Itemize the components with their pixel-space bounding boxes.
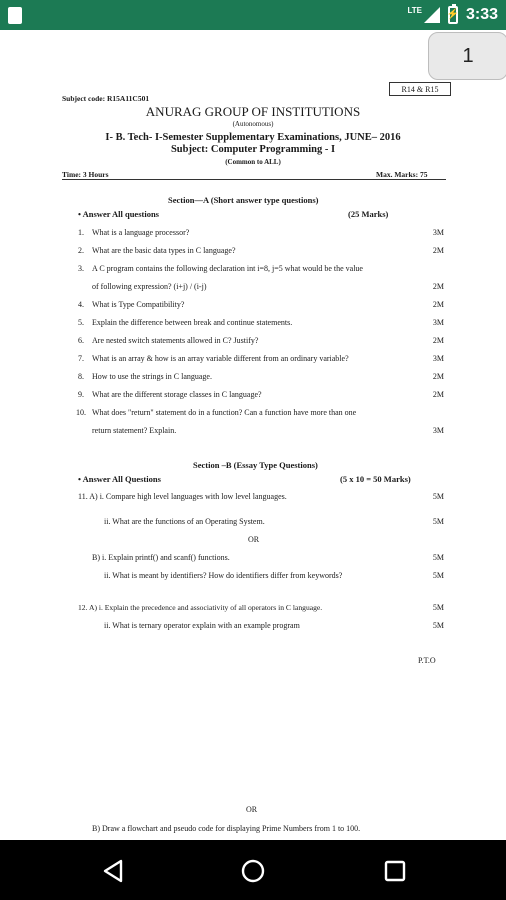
question-text: of following expression? (i+j) / (i-j) [92, 282, 207, 291]
back-icon [102, 859, 124, 883]
question-number: 10. [76, 408, 86, 417]
section-b-marks: (5 x 10 = 50 Marks) [340, 474, 411, 484]
home-icon [240, 858, 266, 884]
question-12a-i: 12. A) i. Explain the precedence and associativity of all operators in C language. [78, 603, 323, 612]
or-separator: OR [246, 805, 258, 814]
common-label: (Common to ALL) [225, 158, 281, 166]
question-11a-ii: ii. What are the functions of an Operating System. [104, 517, 265, 526]
subject-code: Subject code: R15A11C501 [62, 94, 150, 103]
question-number: 7. [78, 354, 84, 363]
question-marks: 3M [432, 318, 444, 327]
back-button[interactable] [98, 856, 128, 886]
question-marks: 5M [432, 492, 444, 501]
question-text: What is an array & how is an array variable different from an ordinary variable? [92, 354, 349, 363]
question-number: 1. [78, 228, 84, 237]
max-marks-label: Max. Marks: 75 [376, 170, 428, 179]
section-a-title: Section—A (Short answer type questions) [168, 195, 319, 205]
question-marks: 3M [432, 354, 444, 363]
battery-icon [448, 6, 458, 24]
subject-title: Subject: Computer Programming - I [170, 144, 336, 155]
question-number: 2. [78, 246, 84, 255]
question-marks: 2M [432, 282, 444, 291]
question-text: What are the basic data types in C language? [92, 246, 236, 255]
question-text: Are nested switch statements allowed in C? Justify? [92, 336, 259, 345]
question-11b-ii: ii. What is meant by identifiers? How do identifiers differ from keywords? [104, 571, 343, 580]
question-text: What are the different storage classes in C language? [92, 390, 262, 399]
question-number: 5. [78, 318, 84, 327]
question-text: How to use the strings in C language. [92, 372, 212, 381]
section-a-marks: (25 Marks) [348, 209, 389, 219]
page-number-indicator[interactable]: 1 [428, 32, 506, 80]
navigation-bar [0, 840, 506, 900]
question-marks: 2M [432, 246, 444, 255]
header-divider [62, 179, 446, 180]
status-time: 3:33 [465, 6, 498, 23]
question-marks: 5M [432, 571, 444, 580]
autonomous-label: (Autonomous) [232, 120, 274, 128]
document-page[interactable] [0, 80, 506, 840]
question-11b-i: B) i. Explain printf() and scanf() functions. [92, 553, 230, 562]
question-text: What does "return" statement do in a function? Can a function have more than one [92, 408, 357, 417]
question-marks: 5M [432, 603, 444, 612]
question-marks: 5M [432, 517, 444, 526]
question-11a-i: 11. A) i. Compare high level languages with low level languages. [78, 492, 287, 501]
question-number: 4. [78, 300, 84, 309]
question-marks: 2M [432, 336, 444, 345]
status-bar [0, 0, 506, 30]
question-text: What is a language processor? [92, 228, 190, 237]
question-number: 3. [78, 264, 84, 273]
question-text: Explain the difference between break and continue statements. [92, 318, 293, 327]
lte-label: LTE [407, 5, 422, 15]
question-12a-ii: ii. What is ternary operator explain with an example program [104, 621, 300, 630]
section-a-instruction: • Answer All questions [78, 209, 159, 219]
exam-title: I- B. Tech- I-Semester Supplementary Examinations, JUNE– 2016 [105, 132, 401, 143]
home-button[interactable] [238, 856, 268, 886]
question-marks: 5M [432, 621, 444, 630]
question-marks: 3M [432, 228, 444, 237]
regulation-box: R14 & R15 [389, 82, 451, 96]
question-number: 9. [78, 390, 84, 399]
signal-icon [424, 7, 440, 23]
or-separator: OR [248, 535, 260, 544]
question-marks: 2M [432, 300, 444, 309]
section-b-title: Section –B (Essay Type Questions) [193, 460, 318, 470]
question-marks: 3M [432, 426, 444, 435]
question-text: A C program contains the following declaration int i=8, j=5 what would be the value [92, 264, 363, 273]
recents-icon [384, 860, 406, 882]
section-b-instruction: • Answer All Questions [78, 474, 161, 484]
pto-label: P.T.O [418, 656, 436, 665]
recents-button[interactable] [380, 856, 410, 886]
question-12b: B) Draw a flowchart and pseudo code for displaying Prime Numbers from 1 to 100. [92, 824, 361, 833]
battery-charging-glyph: ⚡ [446, 9, 460, 20]
time-label: Time: 3 Hours [62, 170, 109, 179]
question-text: return statement? Explain. [92, 426, 177, 435]
question-number: 6. [78, 336, 84, 345]
question-marks: 2M [432, 390, 444, 399]
question-marks: 5M [432, 553, 444, 562]
notification-icon [8, 7, 22, 24]
institution-name: ANURAG GROUP OF INSTITUTIONS [145, 104, 361, 119]
question-text: What is Type Compatibility? [92, 300, 185, 309]
question-number: 8. [78, 372, 84, 381]
question-marks: 2M [432, 372, 444, 381]
status-icons [407, 0, 498, 30]
